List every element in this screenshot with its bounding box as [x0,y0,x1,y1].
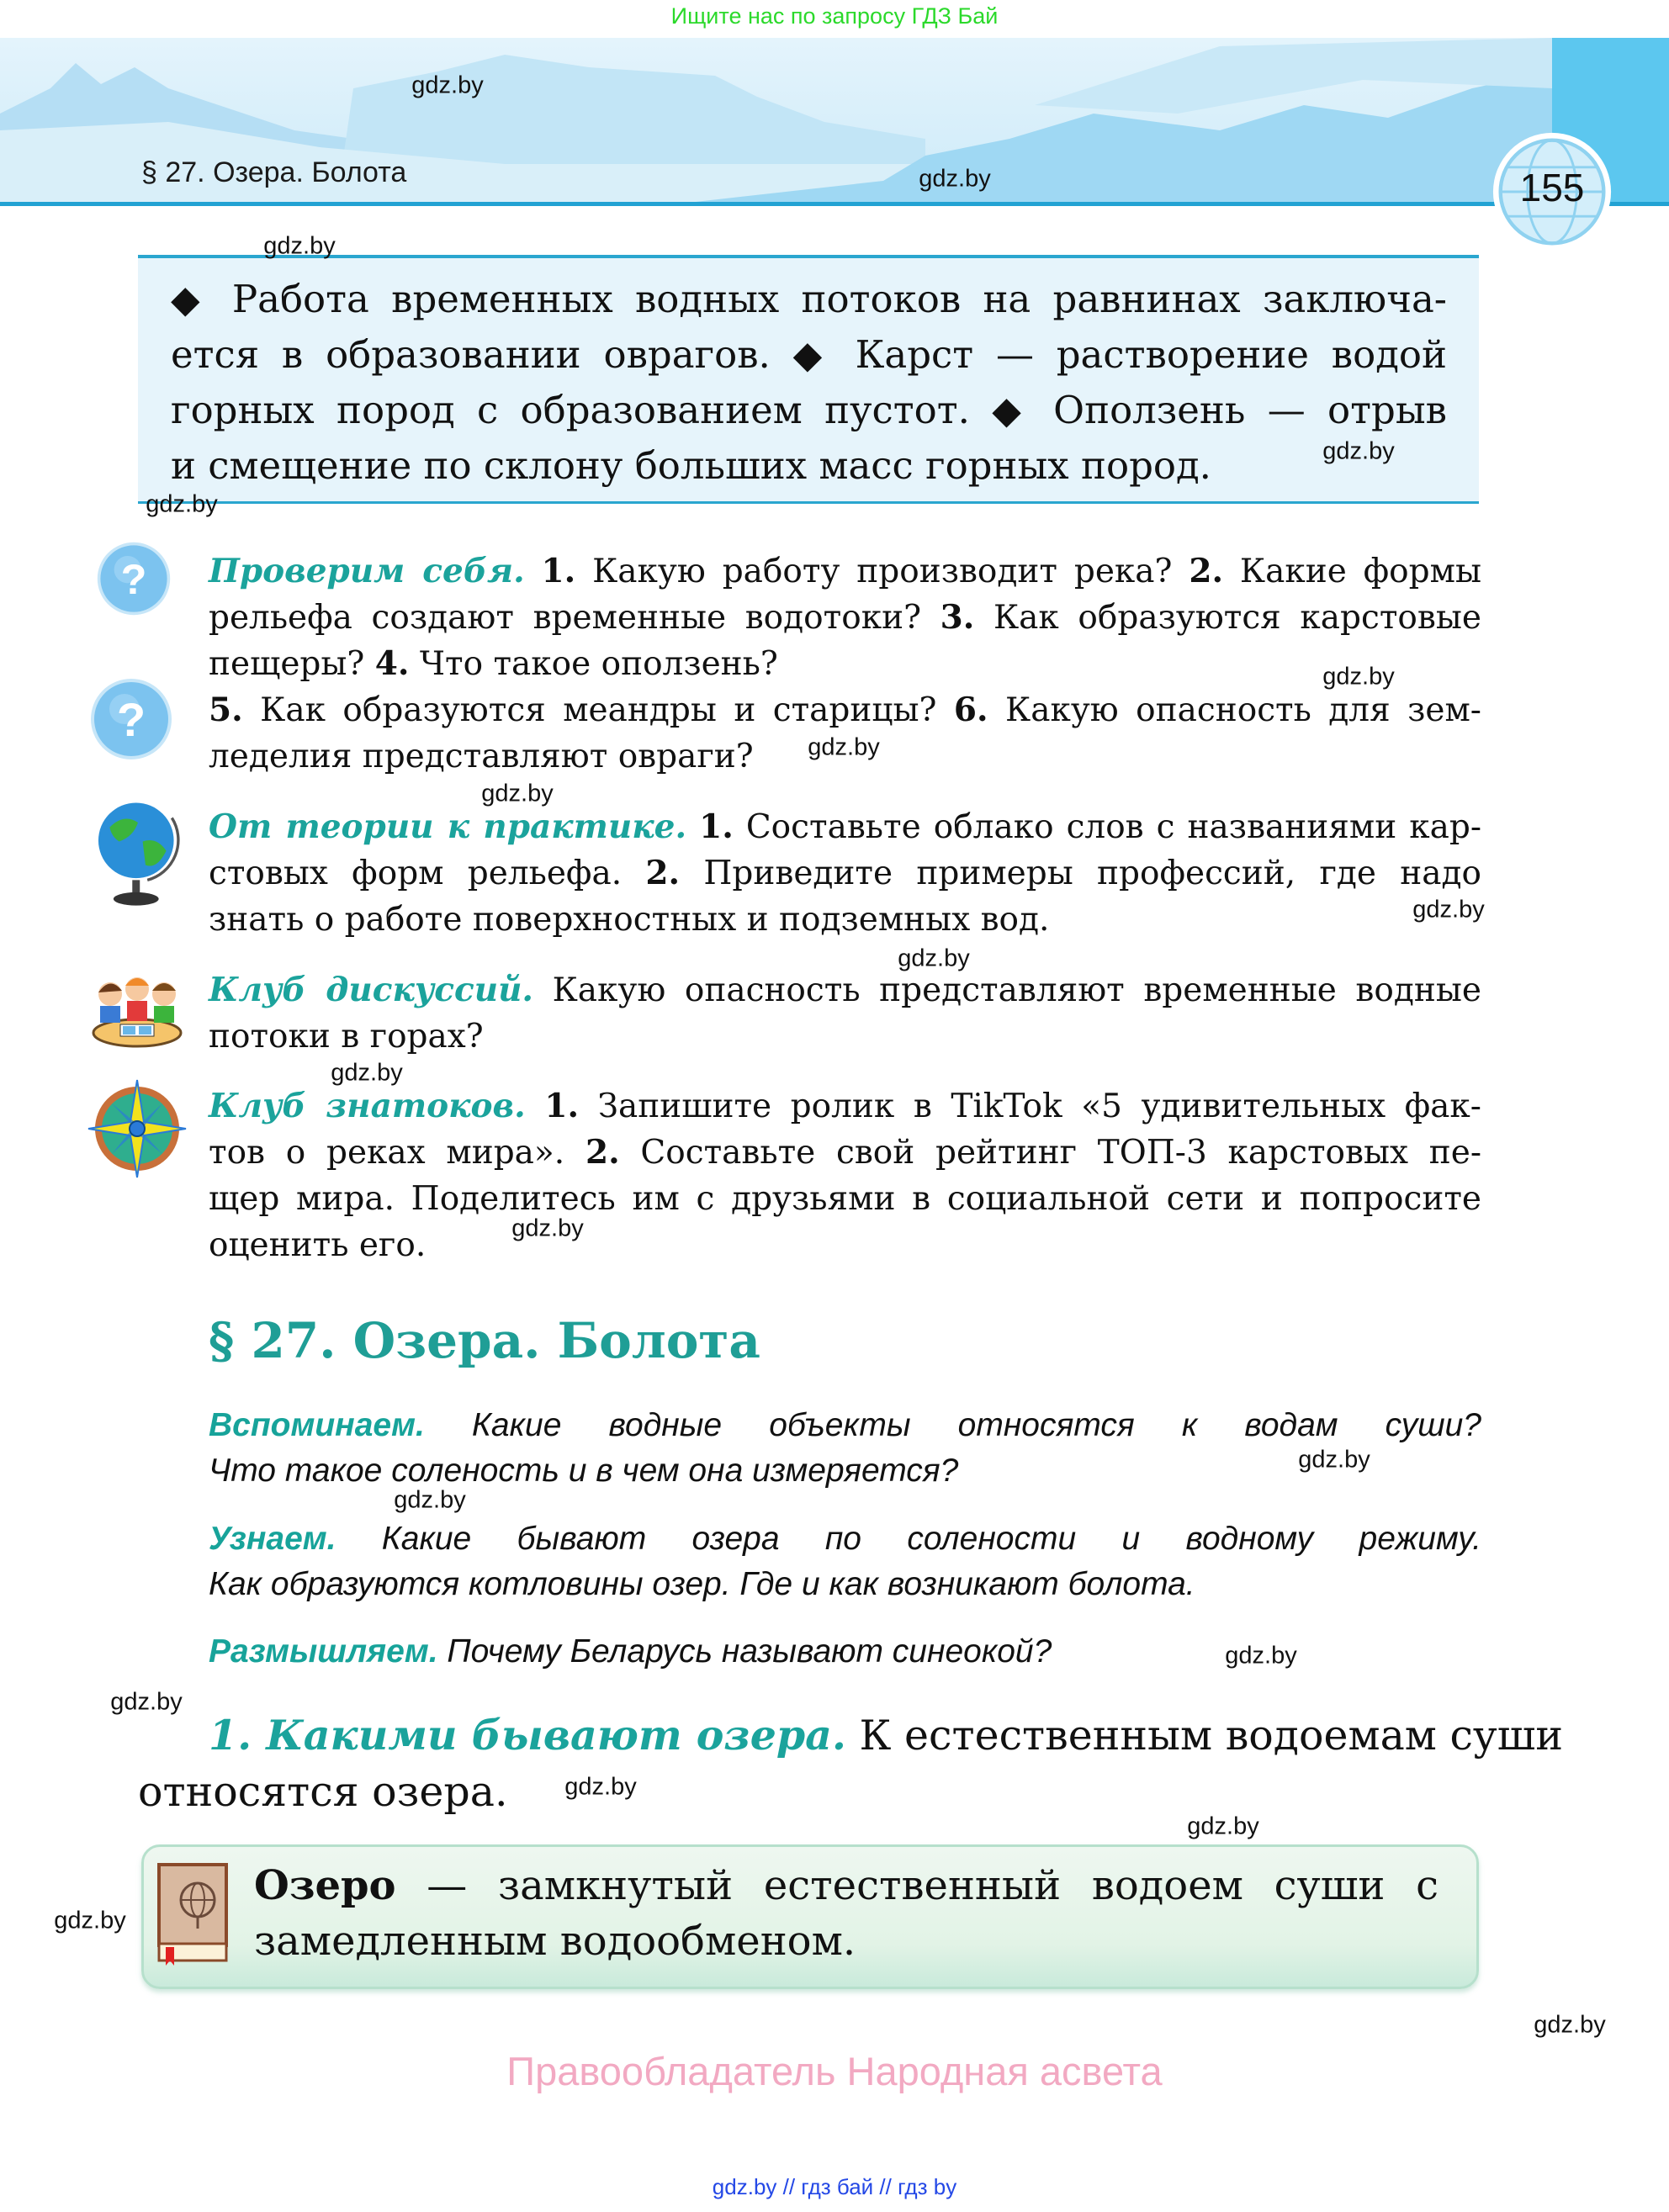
bold-term: 1. [544,1087,580,1125]
text-line [209,641,1481,687]
question-mark-icon [89,677,173,761]
section-heading: § 27. Озера. Болота [209,1312,760,1369]
bold-term: 2. [585,1133,620,1172]
watermark: gdz.by [564,1773,637,1801]
text-segment: щер мира. Поделитесь им с друзьями в социальной сети и попросите [209,1180,1481,1218]
text-line [209,1083,1481,1130]
globe-icon [91,799,185,908]
text-line [171,327,1447,383]
text-segment: Какую работу производит река? [575,553,1189,590]
bold-term: 2. [645,854,681,892]
watermark: gdz.by [1322,437,1395,465]
svg-text:?: ? [120,555,147,603]
watermark: gdz.by [110,1688,183,1716]
text-segment: ется в образовании оврагов. ◆ Карст — растворение водой [171,332,1447,377]
text-line [209,1403,1481,1448]
watermark: gdz.by [1225,1642,1297,1670]
text-line [171,383,1447,438]
text-segment [525,553,542,590]
text-line [209,1013,1481,1060]
text-segment: пещеры? [209,645,375,683]
bold-term: 1. [541,552,576,590]
text-segment: Приведите примеры профессий, где надо [680,855,1481,892]
discussion-club [209,967,1481,1060]
text-segment: Как образуются карстовые [974,599,1481,637]
text-segment [526,1087,545,1125]
watermark: gdz.by [898,945,970,972]
text-line [138,1707,1563,1764]
text-segment: стовых форм рельефа. [209,855,646,892]
footer-links[interactable]: gdz.by // гдз бай // гдз by [712,2174,957,2199]
text-segment: леделия представляют овраги? [209,738,754,775]
running-header-title: § 27. Озера. Болота [141,156,407,188]
watermark: gdz.by [54,1907,126,1934]
rubric-label: Проверим себя. [209,552,525,590]
watermark: gdz.by [411,71,484,99]
learn-block [209,1516,1481,1607]
summary-text [171,272,1447,494]
watermark: gdz.by [394,1486,466,1514]
watermark: gdz.by [1187,1812,1259,1840]
text-line [209,850,1481,897]
text-line [171,272,1447,327]
text-segment: Что такое оползень? [409,645,778,683]
text-line [209,687,1481,733]
rubric-label: Узнаем. [209,1521,336,1557]
watermark: gdz.by [919,165,991,193]
text-line [254,1858,1439,1913]
text-line [209,967,1481,1013]
text-segment: Почему Беларусь называют синеокой? [437,1633,1052,1670]
rubric-label: Размышляем. [209,1633,438,1670]
text-segment: замедленным водообменом. [254,1918,856,1965]
compass-rose-icon [87,1078,188,1179]
watermark: gdz.by [263,232,336,260]
text-segment: ◆ Работа временных водных потоков на равнинах заключа- [171,277,1447,321]
text-line [209,1176,1481,1222]
text-segment: Какую опасность для зем- [988,691,1481,729]
text-line [209,1516,1481,1562]
text-segment: Запишите ролик в TikTok «5 удивительных фак- [579,1087,1481,1125]
text-segment: рельефа создают временные водотоки? [209,599,940,637]
text-segment: Какую опасность представляют временные водные [533,971,1481,1009]
watermark: gdz.by [1322,663,1395,691]
lake-definition [254,1858,1439,1969]
watermark: gdz.by [146,490,218,518]
text-segment: потоки в горах? [209,1018,484,1056]
rubric-label: Клуб дискуссий. [209,971,533,1009]
text-segment: Составьте свой рейтинг ТОП-3 карстовых пе- [619,1134,1481,1172]
text-segment: Какие бывают озера по солености и водному режиму. [336,1521,1481,1557]
text-line [254,1913,1439,1969]
question-mark-icon [96,541,172,617]
watermark: gdz.by [1298,1446,1370,1474]
text-line [209,1562,1481,1607]
text-segment: оценить его. [209,1226,427,1264]
rights-holder-notice: Правообладатель Народная асвета [506,2049,1163,2093]
text-line [209,804,1481,850]
text-segment: Какие водные объекты относятся к водам суши? [424,1407,1481,1443]
text-line [138,1764,1481,1820]
bold-term: 6. [953,691,988,729]
rubric-label: Вспоминаем. [209,1407,425,1443]
subsection-lakes-types [138,1707,1563,1820]
text-segment: горных пород с образованием пустот. ◆ Оползень — отрыв [171,388,1447,432]
watermark: gdz.by [808,733,880,761]
check-yourself-questions [209,548,1481,687]
reflect-block [209,1629,1052,1675]
text-line [209,548,1481,595]
text-segment: и смещение по склону больших масс горных пород. [171,443,1211,488]
text-line [209,595,1481,641]
bold-term: 1. [699,807,734,846]
search-hint: Ищите нас по запросу ГДЗ Бай [670,3,999,29]
text-segment: Какие формы [1223,553,1481,590]
watermark: gdz.by [481,780,554,807]
text-segment: Составьте облако слов с названиями кар- [733,808,1481,846]
text-segment: Как образуются котловины озер. Где и как возникают болота. [209,1566,1195,1602]
watermark: gdz.by [1412,896,1485,923]
text-segment: Что такое соленость и в чем она измеряется? [209,1453,959,1489]
watermark: gdz.by [511,1214,584,1242]
text-segment: — замкнутый естественный водоем суши с [395,1862,1439,1909]
text-line [209,897,1481,943]
page-number: 155 [1519,166,1585,209]
text-segment [686,808,699,846]
book-icon [156,1863,230,1966]
text-segment: тов о реках мира». [209,1134,585,1172]
text-segment: знать о работе поверхностных и подземных вод. [209,901,1050,939]
text-line [209,1222,1481,1268]
watermark: gdz.by [331,1059,403,1087]
text-line [209,1130,1481,1176]
recall-block [209,1403,1481,1494]
theory-to-practice [209,804,1481,943]
bold-term: 4. [374,644,410,683]
svg-text:?: ? [116,693,146,746]
bold-term: 2. [1189,552,1224,590]
bold-term: 5. [209,691,243,729]
bold-term: Озеро [254,1862,396,1909]
text-line [171,438,1447,494]
rubric-label: От теории к практике. [209,807,687,846]
rubric-label: Клуб знатоков. [209,1087,526,1125]
text-segment: Как образуются меандры и старицы? [242,691,954,729]
text-segment: К естественным водоемам суши [845,1712,1563,1760]
text-line [209,1629,1052,1675]
experts-club [209,1083,1481,1268]
text-segment: относятся озера. [138,1768,508,1816]
rubric-label: 1. Какими бывают озера. [209,1711,846,1760]
discussion-kids-icon [87,967,188,1051]
bold-term: 3. [940,598,975,637]
watermark: gdz.by [1534,2011,1606,2039]
header-divider [0,202,1669,206]
